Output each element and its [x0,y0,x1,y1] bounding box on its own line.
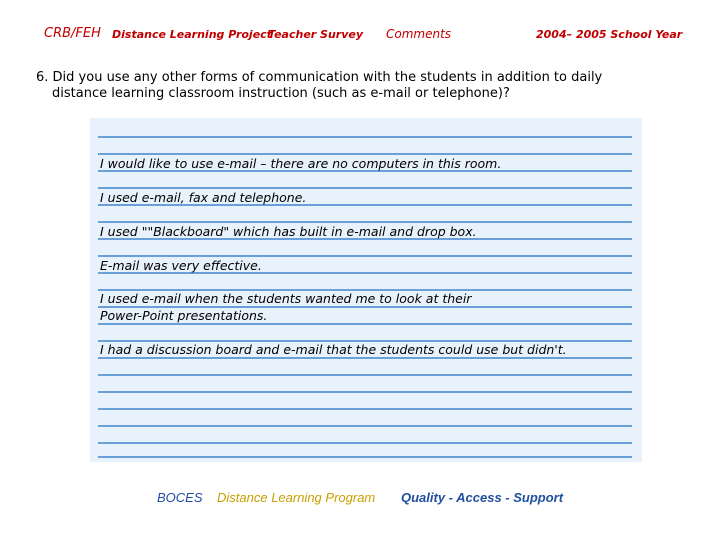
rule-line [98,425,632,427]
rule-line [98,255,632,257]
footer-program: Distance Learning Program [217,490,376,505]
answer-text: I used ""Blackboard" which has built in e-mail and drop box. [100,224,477,239]
footer-boces: BOCES [157,490,203,505]
rule-line [98,391,632,393]
answer-text: Power-Point presentations. [100,308,268,323]
answer-text: I used e-mail, fax and telephone. [100,190,307,205]
question-text-line1: Did you use any other forms of communication with the students in addition to daily [52,70,603,85]
question-number: 6. [36,70,49,85]
rule-line [98,456,632,458]
rule-line [98,442,632,444]
header-section: Comments [386,27,452,41]
header-project: Distance Learning Project [112,28,272,41]
answer-text: I would like to use e-mail – there are no computers in this room. [100,156,502,171]
header-org: CRB/FEH [44,26,101,41]
header-year: 2004– 2005 School Year [536,28,683,41]
rule-line [98,136,632,138]
rule-line [98,357,632,359]
rule-line [98,153,632,155]
page-footer [0,490,720,508]
rule-line [98,323,632,325]
answer-box [90,118,642,462]
rule-line [98,408,632,410]
answer-text: I used e-mail when the students wanted me to look at their [100,291,472,306]
header-survey: Teacher Survey [268,28,364,41]
question [36,70,696,102]
page-header [0,26,720,42]
question-text-line2: distance learning classroom instruction (such as e-mail or telephone)? [52,86,510,101]
answer-text: I had a discussion board and e-mail that the students could use but didn't. [100,342,567,357]
answer-text: E-mail was very effective. [100,258,262,273]
rule-line [98,221,632,223]
footer-tagline: Quality - Access - Support [401,490,564,505]
rule-line [98,374,632,376]
rule-line [98,187,632,189]
